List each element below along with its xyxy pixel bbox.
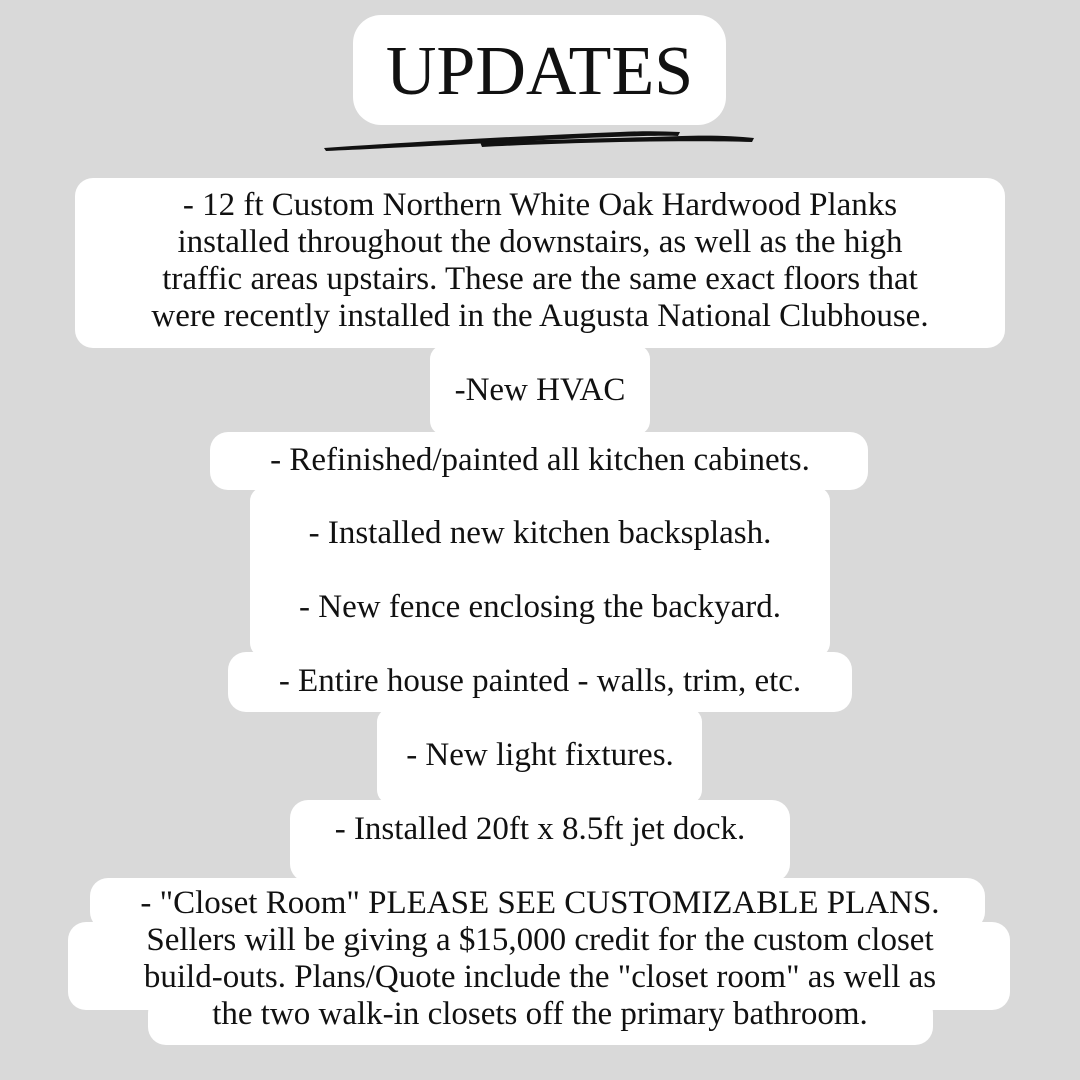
brush-underline: [320, 122, 760, 156]
item-backsplash: - Installed new kitchen backsplash.: [308, 515, 772, 551]
item-cabinets: - Refinished/painted all kitchen cabinets.: [270, 442, 810, 478]
page-title: UPDATES: [385, 33, 694, 110]
item-1-line-3: traffic areas upstairs. These are the same exact floors that: [162, 261, 918, 297]
item-closet-line-3: build-outs. Plans/Quote include the "closet room" as well as: [143, 959, 937, 995]
item-fence: - New fence enclosing the backyard.: [299, 589, 781, 625]
item-light-fixtures: - New light fixtures.: [406, 737, 674, 773]
item-jet-dock: - Installed 20ft x 8.5ft jet dock.: [334, 811, 746, 847]
item-hvac: -New HVAC: [454, 372, 626, 408]
item-1-line-2: installed throughout the downstairs, as well as the high: [177, 224, 903, 260]
item-closet-line-1: - "Closet Room" PLEASE SEE CUSTOMIZABLE PLANS.: [140, 885, 940, 921]
item-painted: - Entire house painted - walls, trim, etc.: [278, 663, 802, 699]
item-1-line-4: were recently installed in the Augusta National Clubhouse.: [151, 298, 929, 334]
text-backdrop-item-4-6: [250, 487, 830, 657]
item-closet-line-4: the two walk-in closets off the primary bathroom.: [212, 996, 868, 1032]
item-closet-line-2: Sellers will be giving a $15,000 credit for the custom closet: [146, 922, 934, 958]
item-1-line-1: - 12 ft Custom Northern White Oak Hardwood Planks: [182, 187, 898, 223]
title-box: [353, 15, 726, 125]
